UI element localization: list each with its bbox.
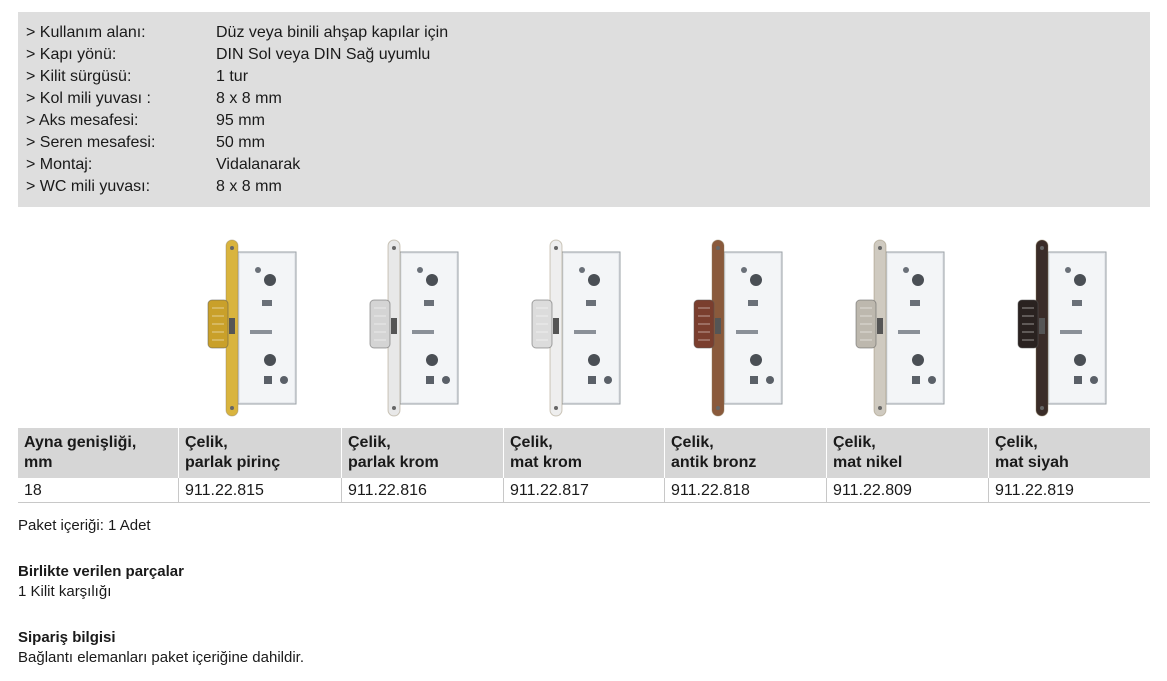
header-line: Çelik, [995, 434, 1038, 451]
spec-label: > Aks mesafesi: [26, 112, 139, 129]
lock-polished-chrome-image [350, 230, 512, 425]
header-line: Çelik, [833, 434, 876, 451]
table-cell: 911.22.809 [833, 482, 912, 499]
lock-matte-chrome-image [512, 230, 674, 425]
header-line: Ayna genişliği, [24, 434, 137, 451]
lock-matte-black-image [998, 230, 1160, 425]
spec-value: Vidalanarak [216, 156, 301, 173]
spec-label: > Kilit sürgüsü: [26, 68, 132, 85]
spec-value: 8 x 8 mm [216, 90, 282, 107]
included-parts-title: Birlikte verilen parçalar [18, 563, 184, 580]
header-line: mat krom [510, 454, 583, 471]
spec-label: > Montaj: [26, 156, 93, 173]
lock-matte-nickel-image [836, 230, 998, 425]
header-cell [185, 433, 280, 473]
header-cell [24, 433, 136, 473]
header-cell [833, 433, 902, 473]
header-line: Çelik, [671, 434, 714, 451]
lock-antique-bronze-image [674, 230, 836, 425]
spec-label: > Seren mesafesi: [26, 134, 156, 151]
table-cell: 911.22.817 [510, 482, 589, 499]
table-cell: 911.22.818 [671, 482, 750, 499]
header-line: mat nikel [833, 454, 903, 471]
header-line: parlak pirinç [185, 454, 281, 471]
column-divider [664, 478, 665, 502]
header-line: Çelik, [510, 434, 553, 451]
spec-value: 95 mm [216, 112, 265, 129]
column-divider [988, 478, 989, 502]
order-info-title: Sipariş bilgisi [18, 629, 116, 646]
column-divider [178, 478, 179, 502]
table-cell: 18 [24, 482, 42, 499]
spec-value: 8 x 8 mm [216, 178, 282, 195]
column-divider [503, 478, 504, 502]
spec-label: > WC mili yuvası: [26, 178, 151, 195]
column-divider [826, 478, 827, 502]
lock-brass-image [188, 230, 350, 425]
package-contents: Paket içeriği: 1 Adet [18, 517, 151, 534]
spec-label: > Kol mili yuvası : [26, 90, 151, 107]
included-parts-text: 1 Kilit karşılığı [18, 583, 112, 600]
header-cell [671, 433, 756, 473]
table-cell: 911.22.819 [995, 482, 1074, 499]
spec-value: Düz veya binili ahşap kapılar için [216, 24, 449, 41]
spec-label: > Kapı yönü: [26, 46, 117, 63]
order-info-text: Bağlantı elemanları paket içeriğine dahildir. [18, 649, 305, 666]
header-line: Çelik, [185, 434, 228, 451]
header-cell [348, 433, 439, 473]
product-images [18, 230, 1150, 425]
header-line: mat siyah [995, 454, 1069, 471]
spec-value: 50 mm [216, 134, 265, 151]
table-cell: 911.22.816 [348, 482, 427, 499]
spec-value: 1 tur [216, 68, 249, 85]
header-line: antik bronz [671, 454, 757, 471]
spec-value: DIN Sol veya DIN Sağ uyumlu [216, 46, 431, 63]
table-cell: 911.22.815 [185, 482, 264, 499]
header-line: parlak krom [348, 454, 439, 471]
header-cell [995, 433, 1069, 473]
spec-label: > Kullanım alanı: [26, 24, 146, 41]
header-line: Çelik, [348, 434, 391, 451]
column-divider [341, 478, 342, 502]
header-cell [510, 433, 582, 473]
specs-panel [18, 12, 1150, 207]
header-line: mm [24, 454, 53, 471]
